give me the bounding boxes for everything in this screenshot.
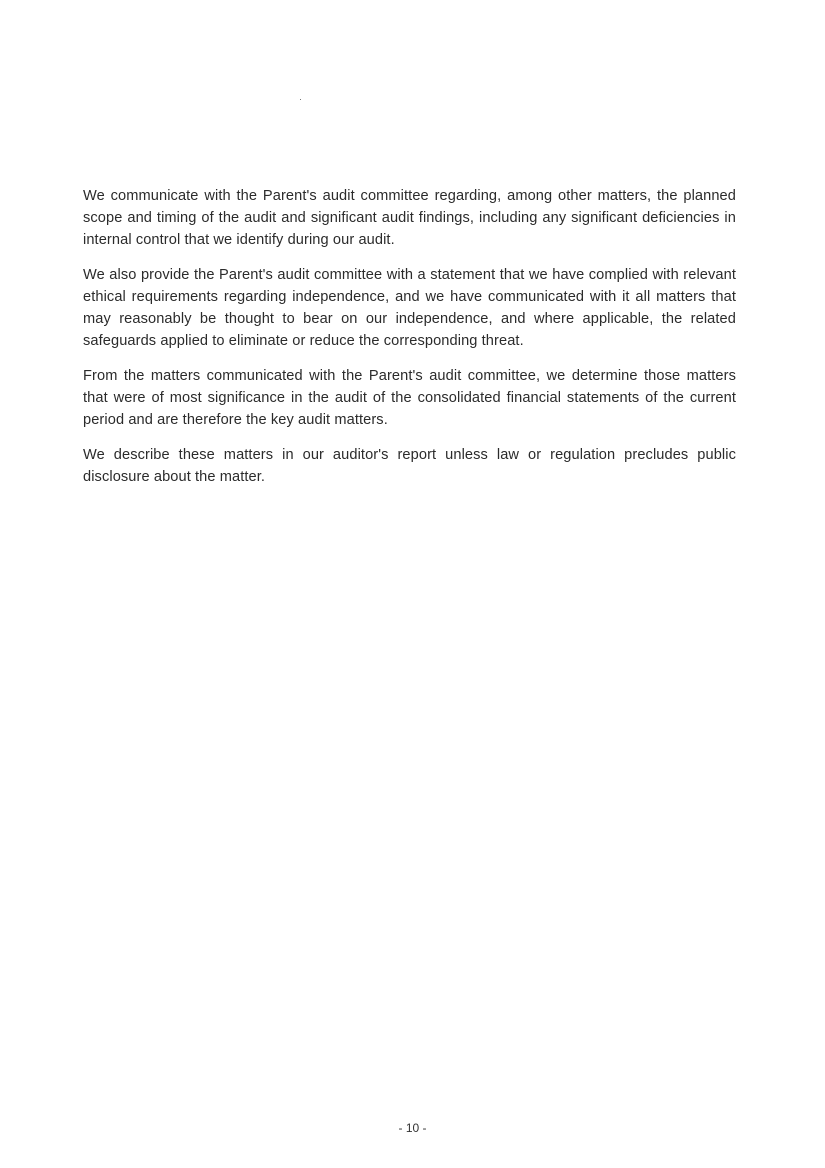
paragraph-independence-statement: We also provide the Parent's audit committee with a statement that we have complied with relevant ethical requirements regarding independence, and we have communicated with it all matters that may reasonably be thought to bear on our independence, and where applicable, the related safeguards applied to eliminate or reduce the corresponding threat. bbox=[83, 267, 736, 349]
body-text bbox=[83, 185, 736, 501]
paragraph-key-audit-matters: From the matters communicated with the Parent's audit committee, we determine those matters that were of most significance in the audit of the consolidated financial statements of the current period and are therefore the key audit matters. bbox=[83, 368, 736, 428]
scan-speck bbox=[300, 99, 301, 100]
paragraph-communication-scope: We communicate with the Parent's audit committee regarding, among other matters, the planned scope and timing of the audit and significant audit findings, including any significant deficiencies in internal control that we identify during our audit. bbox=[83, 188, 736, 248]
page-number: - 10 - bbox=[398, 1121, 427, 1135]
paragraph-disclosure: We describe these matters in our auditor's report unless law or regulation precludes public disclosure about the matter. bbox=[83, 447, 736, 485]
